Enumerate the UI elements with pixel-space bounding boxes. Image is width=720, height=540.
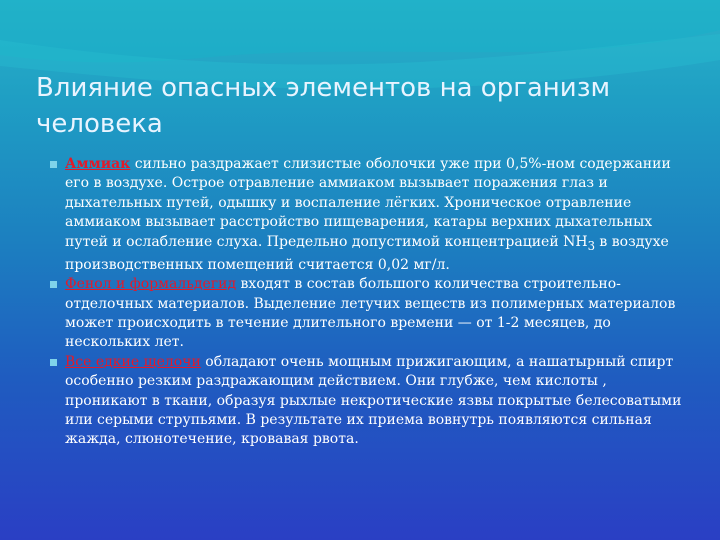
bullet-marker-icon	[50, 359, 57, 366]
bullet-list	[44, 155, 684, 450]
term-prefix: Все	[65, 353, 96, 370]
term-caustic-alkalis: едкие щелочи	[95, 353, 201, 370]
bullet-ammonia	[44, 155, 684, 275]
term-phenol-formaldehyde: Фенол и формальдегид	[65, 276, 237, 293]
subscript: 3	[587, 238, 595, 253]
bullet-marker-icon	[50, 281, 57, 288]
bullet-text: сильно раздражает слизистые оболочки уже при 0,5%-ном содержании его в воздухе. Острое отравление аммиаком вызывает поражения глаз и дыхательных путей, одышку и воспаление лёгких. Хроническое отравление аммиаком вызывает расстройство пищеварения, катары верхних дыхательных путей и ослабление слуха. Предельно допустимой концентрацией NH	[65, 156, 671, 250]
term-ammonia: Аммиак	[65, 156, 131, 172]
slide-title: Влияние опасных элементов на организм человека	[36, 73, 611, 139]
bullet-phenol	[44, 275, 684, 353]
bullet-text: входят в состав большого количества строительно-отделочных материалов. Выделение летучих веществ из полимерных материалов может происходить в течение длительного времени — от 1-2 месяцев, до нескольких лет.	[65, 276, 676, 351]
bullet-alkalis	[44, 353, 684, 450]
bullet-text: обладают очень мощным прижигающим, а нашатырный спирт особенно резким раздражающим действием. Они глубже, чем кислоты , проникают в ткани, образуя рыхлые некротические язвы покрытые белесоватыми или серыми струпьями. В результате их приема вовнутрь появляются сильная жажда, слюнотечение, кровавая рвота.	[65, 353, 682, 448]
bullet-text: в воздухе производственных помещений считается 0,02 мг/л.	[65, 233, 669, 273]
bullet-marker-icon	[50, 161, 57, 168]
